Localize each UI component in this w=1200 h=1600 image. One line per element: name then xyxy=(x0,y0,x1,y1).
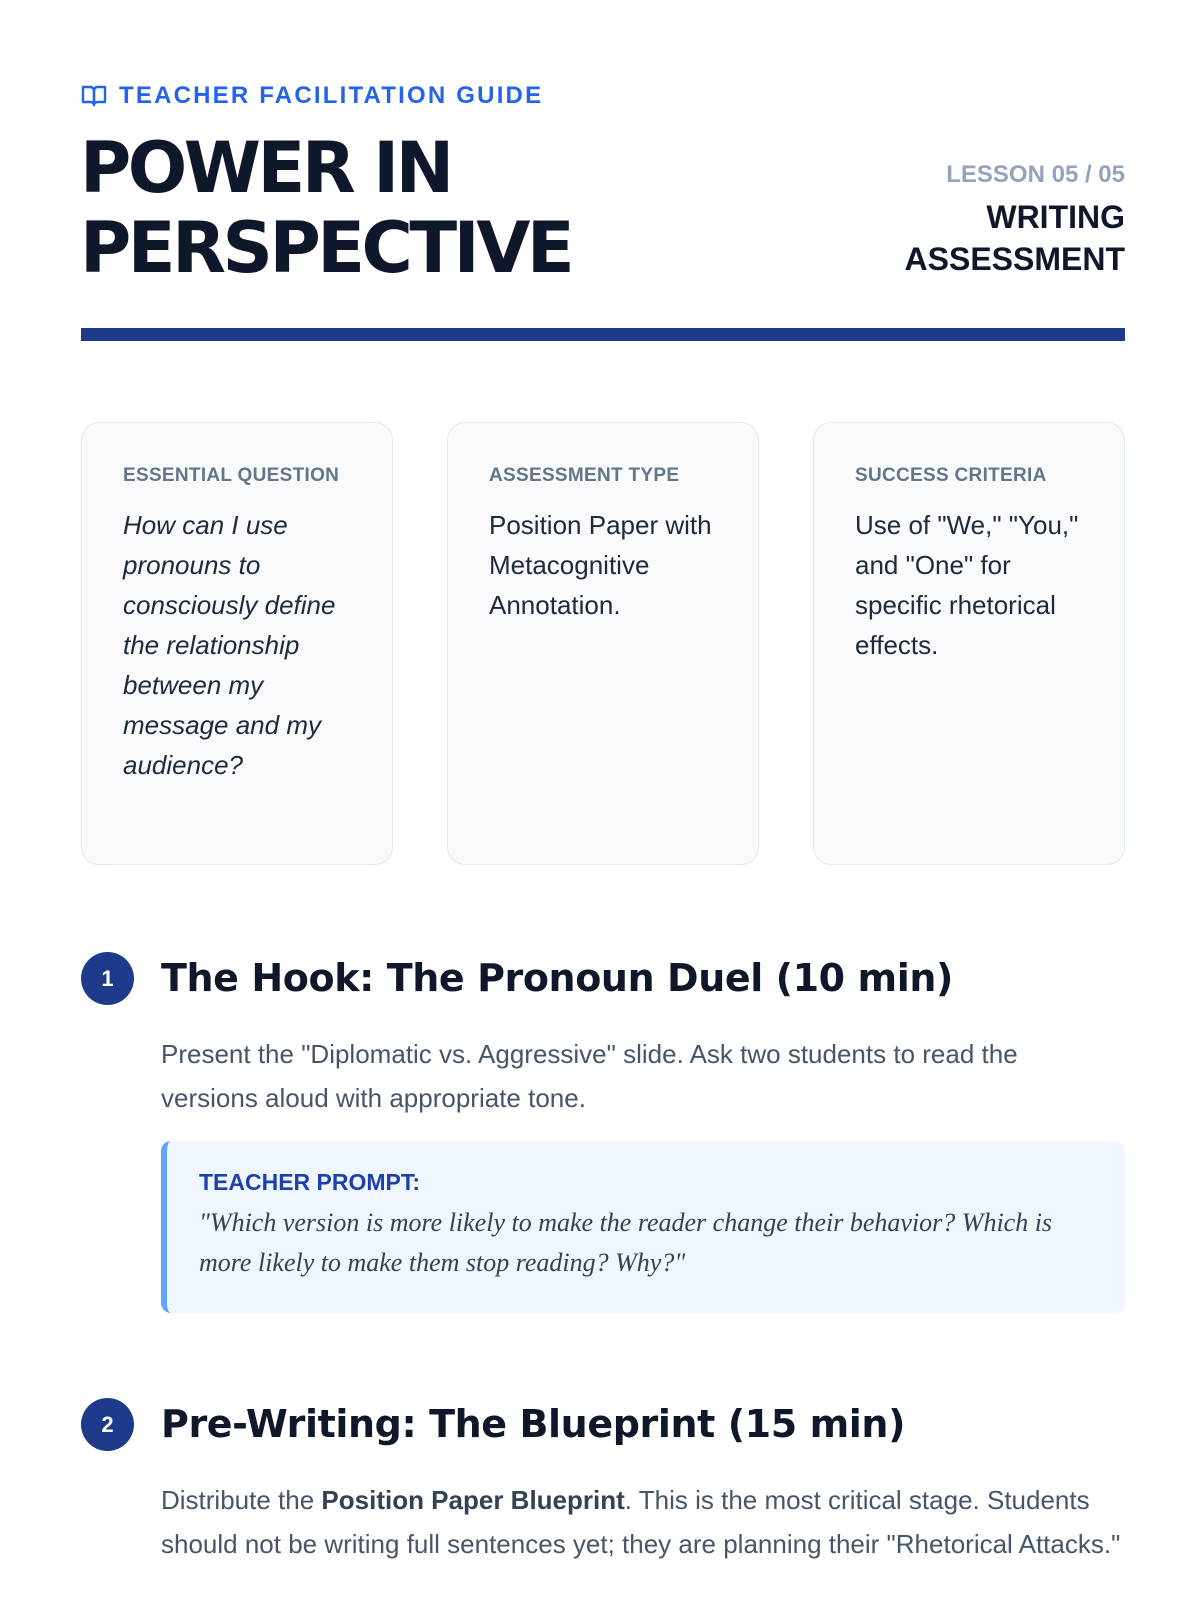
assessment-type-card xyxy=(447,422,759,865)
step-body-text: Distribute the xyxy=(161,1485,322,1515)
card-label: ESSENTIAL QUESTION xyxy=(123,465,340,486)
page-title-line-1: POWER IN xyxy=(80,127,451,209)
header-divider xyxy=(81,328,1125,341)
essential-question-card xyxy=(81,422,393,865)
success-criteria-card xyxy=(813,422,1125,865)
step-body-text: . This is the most critical stage. Students should not be writing full sentences yet; they are planning their "Rhetorical Attacks." xyxy=(161,1485,1121,1559)
card-label: SUCCESS CRITERIA xyxy=(855,465,1047,486)
step-number-badge: 2 xyxy=(81,1398,134,1451)
book-open-icon xyxy=(81,84,107,108)
card-text: How can I use pronouns to consciously define the relationship between my message and my audience? xyxy=(123,510,336,780)
lesson-name-line-1: WRITING xyxy=(986,199,1125,235)
overview-cards xyxy=(81,422,1126,865)
eyebrow-label: TEACHER FACILITATION GUIDE xyxy=(119,82,544,109)
step-body-emphasis: Position Paper Blueprint xyxy=(321,1485,625,1515)
lesson-name xyxy=(905,196,1125,280)
teacher-prompt-label: TEACHER PROMPT: xyxy=(199,1169,421,1195)
teacher-prompt-quote: "Which version is more likely to make the reader change their behavior? Which is more likely to make them stop reading? Why?" xyxy=(199,1208,1053,1277)
step-body xyxy=(161,1478,1121,1566)
teacher-prompt-callout xyxy=(161,1141,1125,1313)
lesson-number: LESSON 05 / 05 xyxy=(946,161,1125,188)
eyebrow xyxy=(81,82,543,110)
card-text: Use of "We," "You," and "One" for specific rhetorical effects. xyxy=(855,510,1079,660)
step-number-badge: 1 xyxy=(81,952,134,1005)
card-text: Position Paper with Metacognitive Annotation. xyxy=(489,510,712,620)
card-label: ASSESSMENT TYPE xyxy=(489,465,680,486)
lesson-meta xyxy=(905,160,1125,280)
page-title xyxy=(80,128,800,288)
step-body: Present the "Diplomatic vs. Aggressive" slide. Ask two students to read the versions aloud with appropriate tone. xyxy=(161,1039,1018,1113)
step-title: Pre-Writing: The Blueprint (15 min) xyxy=(161,1402,906,1446)
page-title-line-2: PERSPECTIVE xyxy=(80,207,572,289)
step-title: The Hook: The Pronoun Duel (10 min) xyxy=(161,956,953,1000)
lesson-name-line-2: ASSESSMENT xyxy=(904,241,1125,277)
